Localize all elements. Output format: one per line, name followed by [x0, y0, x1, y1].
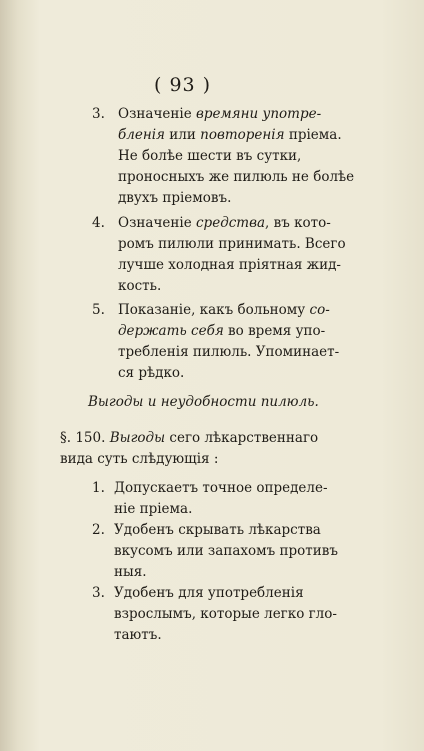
text-run: или [164, 127, 201, 143]
text-run: §. 150. [60, 430, 110, 446]
text-run: Означеніе [118, 215, 196, 231]
page-number: ( 93 ) [154, 74, 212, 96]
section-heading: Выгоды и неудобности пилюль. [88, 394, 319, 410]
item-line: Удобенъ скрывать лѣкарства [114, 522, 321, 538]
text-line [118, 167, 354, 188]
item-number: 3. [92, 106, 105, 122]
italic-run: средства [196, 215, 266, 231]
text-run: кость. [118, 278, 162, 294]
item-line: Допускаетъ точное определе- [114, 480, 328, 496]
item-body [118, 213, 346, 297]
italic-run: со- [309, 302, 330, 318]
italic-run: времяни употре- [196, 106, 322, 122]
text-line [60, 428, 318, 449]
text-line [118, 125, 354, 146]
item-number: 3. [92, 585, 105, 601]
item-number: 2. [92, 522, 105, 538]
item-number: 1. [92, 480, 105, 496]
text-line [118, 255, 346, 276]
section-paragraph [60, 428, 318, 470]
text-run: лучше холодная пріятная жид- [118, 257, 341, 273]
text-line [118, 213, 346, 234]
text-line [118, 276, 346, 297]
item-number: 5. [92, 302, 105, 318]
text-run: , въ кото- [265, 215, 331, 231]
advantage-item-3 [92, 583, 337, 646]
text-line [118, 104, 354, 125]
item-line: вкусомъ или запахомъ противъ [114, 543, 338, 559]
text-run: ся рѣдко. [118, 365, 185, 381]
text-line [118, 146, 354, 167]
text-line [118, 188, 354, 209]
text-run: пріема. [284, 127, 342, 143]
advantage-item-1 [92, 478, 328, 520]
text-run: вида суть слѣдующія : [60, 451, 219, 467]
instruction-item-3 [92, 104, 354, 209]
text-line [118, 300, 339, 321]
item-body [118, 104, 354, 209]
text-run: сего лѣкарственнаго [165, 430, 319, 446]
text-line [118, 363, 339, 384]
text-run: Показаніе, какъ больному [118, 302, 310, 318]
item-line: ныя. [114, 564, 147, 580]
text-run: ромъ пилюли принимать. Всего [118, 236, 346, 252]
advantage-item-2 [92, 520, 338, 583]
item-line: таютъ. [114, 627, 162, 643]
italic-run: Выгоды [109, 430, 166, 446]
text-run: требленія пилюль. Упоминает- [118, 344, 340, 360]
text-run: Не болѣе шести въ сутки, [118, 148, 302, 164]
italic-run: держать себя [118, 323, 224, 339]
item-line: Удобенъ для употребленія [114, 585, 304, 601]
item-number: 4. [92, 215, 105, 231]
text-run: Означеніе [118, 106, 196, 122]
instruction-item-5 [92, 300, 339, 384]
item-line: взрослымъ, которые легко гло- [114, 606, 337, 622]
text-line [118, 321, 339, 342]
item-line: ніе пріема. [114, 501, 193, 517]
italic-run: бленія [118, 127, 165, 143]
text-run: во время упо- [223, 323, 326, 339]
text-run: двухъ пріемовъ. [118, 190, 232, 206]
text-run: проносныхъ же пилюль не болѣе [118, 169, 355, 185]
item-body [118, 300, 339, 384]
italic-run: повторенія [200, 127, 285, 143]
instruction-item-4 [92, 213, 346, 297]
text-line [60, 449, 318, 470]
text-line [118, 342, 339, 363]
text-line [118, 234, 346, 255]
